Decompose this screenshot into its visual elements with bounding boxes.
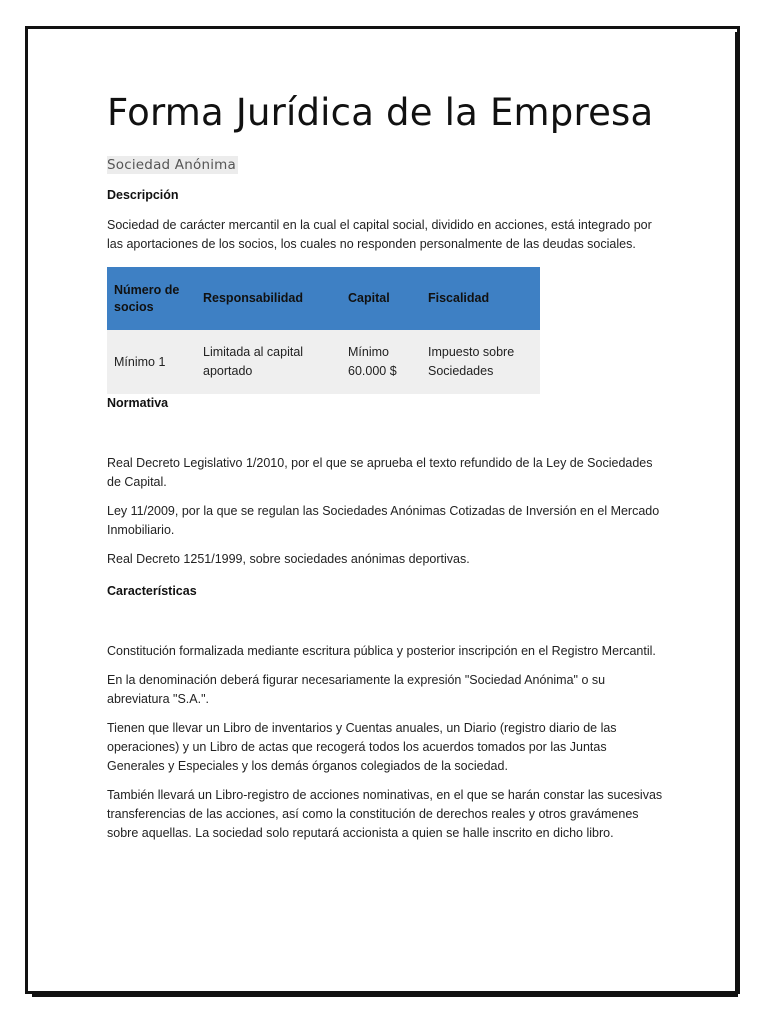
table-cell: Mínimo 60.000 $ xyxy=(341,330,421,394)
caracteristicas-item: También llevará un Libro-registro de acciones nominativas, en el que se harán constar las sucesivas transferencias de las acciones, así como la constitución de derechos reales y otros gravámenes sobre aquellas. La sociedad solo reputará accionista a quien se halle inscrito en dicho libro. xyxy=(107,788,663,840)
page-title: Forma Jurídica de la Empresa xyxy=(107,91,654,134)
caracteristicas-item: Constitución formalizada mediante escritura pública y posterior inscripción en el Registro Mercantil. xyxy=(107,644,656,658)
table-header-cell: Capital xyxy=(341,267,421,330)
table-header-cell: Número de socios xyxy=(107,267,196,330)
normativa-item: Real Decreto Legislativo 1/2010, por el que se aprueba el texto refundido de la Ley de Sociedades de Capital. xyxy=(107,456,653,489)
normativa-item: Real Decreto 1251/1999, sobre sociedades anónimas deportivas. xyxy=(107,552,470,566)
table-cell: Limitada al capital aportado xyxy=(196,330,341,394)
document-body xyxy=(107,88,667,843)
descripcion-text: Sociedad de carácter mercantil en la cual el capital social, dividido en acciones, está integrado por las aportaciones de los socios, los cuales no responden personalmente de las deudas sociales. xyxy=(107,218,652,251)
caracteristicas-item: En la denominación deberá figurar necesariamente la expresión "Sociedad Anónima" o su abreviatura "S.A.". xyxy=(107,673,606,706)
table-header-cell: Fiscalidad xyxy=(421,267,540,330)
normativa-heading: Normativa xyxy=(107,396,169,410)
table-header-row xyxy=(107,267,540,330)
table-cell: Mínimo 1 xyxy=(107,330,196,394)
table-cell: Impuesto sobre Sociedades xyxy=(421,330,540,394)
document-subtitle: Sociedad Anónima xyxy=(107,157,236,173)
descripcion-heading: Descripción xyxy=(107,188,179,202)
summary-table xyxy=(107,267,540,394)
caracteristicas-item: Tienen que llevar un Libro de inventarios y Cuentas anuales, un Diario (registro diario de las operaciones) y un Libro de actas que recogerá todos los acuerdos tomados por las Juntas Generales y Especiales y los demás órganos colegiados de la sociedad. xyxy=(107,721,617,773)
table-header-cell: Responsabilidad xyxy=(196,267,341,330)
normativa-item: Ley 11/2009, por la que se regulan las Sociedades Anónimas Cotizadas de Inversión en el Mercado Inmobiliario. xyxy=(107,504,660,537)
caracteristicas-heading: Características xyxy=(107,584,197,598)
table-row xyxy=(107,330,540,394)
